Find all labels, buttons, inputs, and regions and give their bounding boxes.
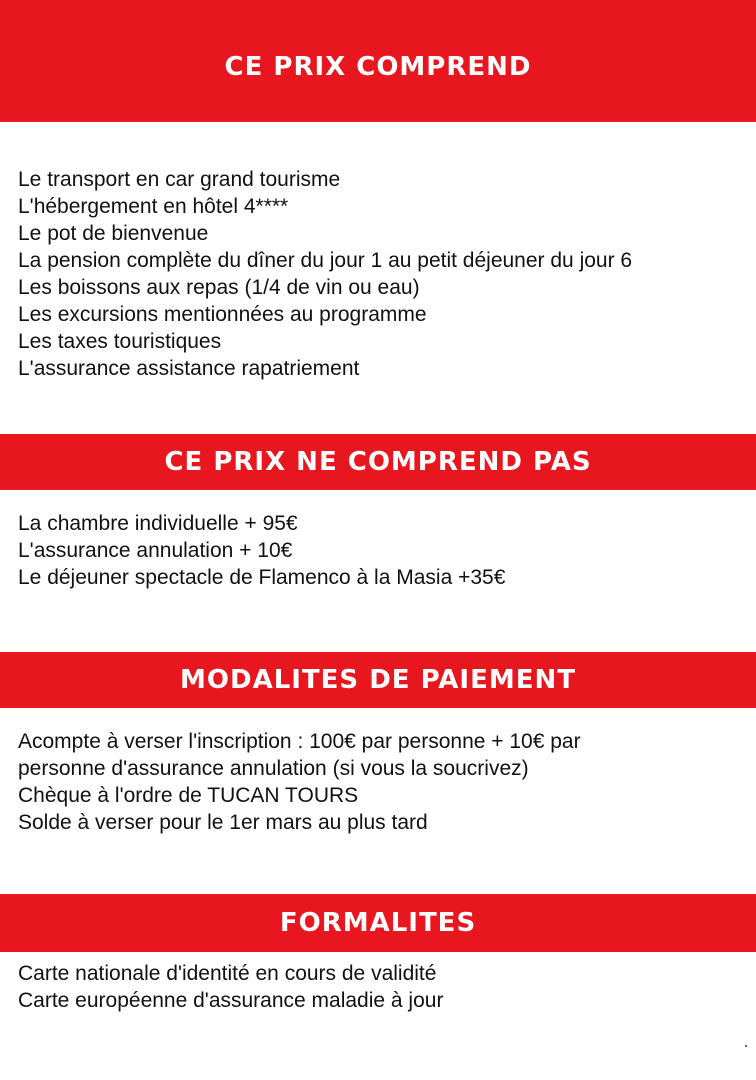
list-item: Le transport en car grand tourisme [18,168,341,191]
section-banner-formalites [0,894,756,952]
list-item: Acompte à verser l'inscription : 100€ par personne + 10€ par [18,730,581,753]
list-item: L'assurance annulation + 10€ [18,539,293,562]
list-item: Carte européenne d'assurance maladie à jour [18,989,444,1012]
list-modalites-paiement [18,728,581,836]
list-item: Les taxes touristiques [18,330,222,353]
list-item: Les boissons aux repas (1/4 de vin ou eau) [18,276,420,299]
list-item: Le pot de bienvenue [18,222,209,245]
list-item: personne d'assurance annulation (si vous la soucrivez) [18,757,529,780]
list-item: La pension complète du dîner du jour 1 au petit déjeuner du jour 6 [18,249,633,272]
list-item: La chambre individuelle + 95€ [18,512,298,535]
list-item: L'assurance assistance rapatriement [18,357,360,380]
list-item: Solde à verser pour le 1er mars au plus tard [18,811,428,834]
list-formalites [18,960,443,1014]
list-item: Chèque à l'ordre de TUCAN TOURS [18,784,359,807]
section-title-prix-comprend: CE PRIX COMPREND [224,52,532,82]
list-item: L'hébergement en hôtel 4**** [18,195,289,218]
list-item: Les excursions mentionnées au programme [18,303,427,326]
list-item: Carte nationale d'identité en cours de validité [18,962,437,985]
list-prix-ne-comprend-pas [18,510,505,591]
section-banner-prix-ne-comprend-pas [0,434,756,490]
speck-mark [745,1045,747,1047]
section-title-modalites-paiement: MODALITES DE PAIEMENT [180,665,576,695]
section-title-formalites: FORMALITES [279,908,477,938]
section-banner-prix-comprend [0,0,756,122]
section-title-prix-ne-comprend-pas: CE PRIX NE COMPREND PAS [164,447,592,477]
list-item: Le déjeuner spectacle de Flamenco à la Masia +35€ [18,566,506,589]
section-banner-modalites-paiement [0,652,756,708]
list-prix-comprend [18,166,632,382]
